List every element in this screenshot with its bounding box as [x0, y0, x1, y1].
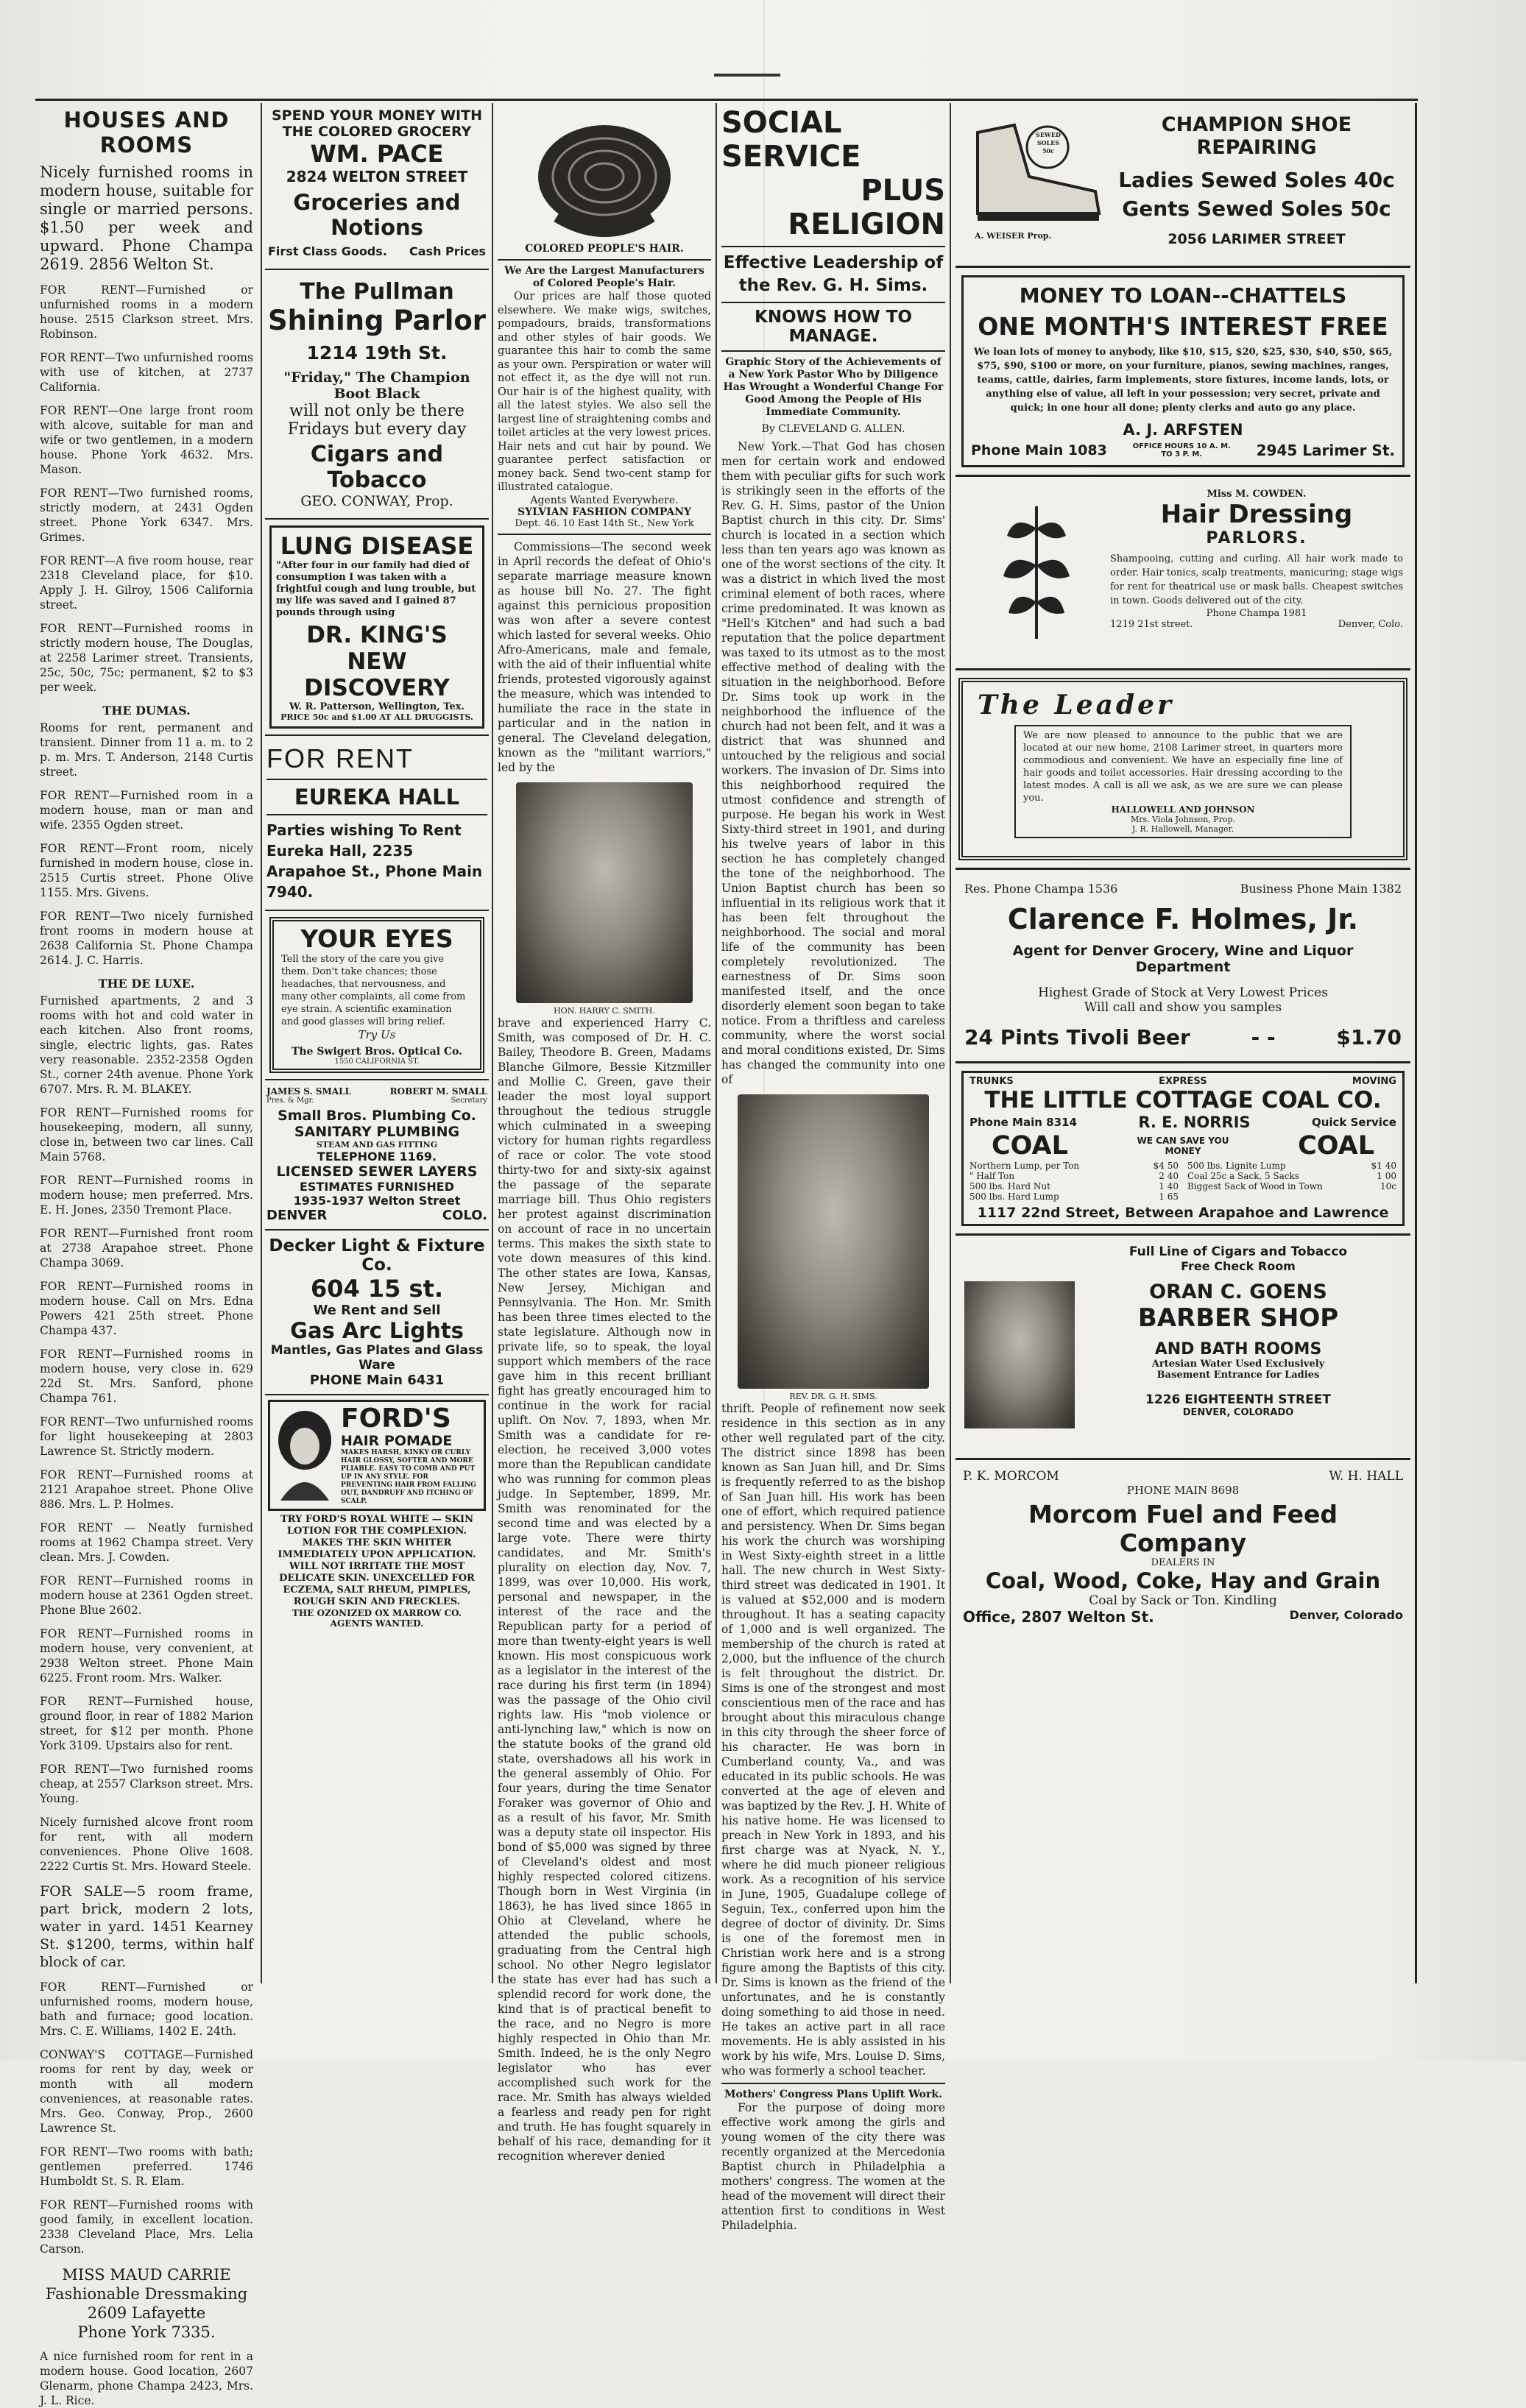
classifieds-header: HOUSES AND ROOMS: [63, 107, 230, 157]
dressmaker-name: MISS MAUD CARRIE: [62, 2266, 231, 2284]
ad-text: Artesian Water Used Exclusively: [1151, 1359, 1325, 1370]
ad-text: Our prices are half those quoted elsewhere. We make wigs, switches, pompadours, braids, transformations and other styles of hair goods. We guarantee this hair to comb the same as your own. Perspiration or water will not effect it, as the dye will not run. Our hair is of the highest quality, with all the latest styles. We also sell the largest line of straightening combs and toilet articles at the very lowest prices. Hair nets and cut hair by pound. We guarantee perfect satisfaction or money back. Send two-cent stamp for illustrated catalogue.: [498, 291, 711, 493]
article-headline: SOCIAL SERVICE: [721, 106, 861, 174]
ad-name: CHAMPION SHOE REPAIRING: [1161, 113, 1352, 159]
ad-text: Secretary: [451, 1097, 487, 1105]
lead-ad: Nicely furnished rooms in modern house, suitable for single or married persons. $1.50 per week and upward. Phone Champa 2619. 2856 Welton St.: [40, 163, 253, 273]
ad-text: Phone Main 8314: [969, 1116, 1077, 1129]
dressmaker-phone: Phone York 7335.: [77, 2323, 216, 2341]
ad-text: Phone Main 1083: [971, 442, 1107, 458]
price-row: [1187, 1181, 1396, 1191]
ad-name: FORD'S: [341, 1403, 451, 1434]
ad-row: [1110, 619, 1403, 630]
stamp-text: 50c: [1042, 147, 1054, 155]
hair-dressing-ad: [955, 481, 1410, 664]
article-byline: By CLEVELAND G. ALLEN.: [761, 423, 905, 435]
classified-item: FOR RENT—Furnished rooms in modern house. Call on Mrs. Edna Powers 421 25th street. Phone Champa 437.: [40, 1280, 253, 1337]
coal-price-list: [969, 1161, 1396, 1202]
top-rule: [35, 99, 1418, 101]
ad-line: "Friday," The Champion Boot Black: [283, 369, 470, 402]
classified-list-1: [40, 283, 253, 695]
classified-item: FOR RENT—Furnished rooms in strictly modern house, The Douglas, at 2258 Larimer street. Transients, 25c, 50c, 75c; permanent, $2 to $3 per week.: [40, 622, 253, 694]
deluxe-text: Furnished apartments, 2 and 3 rooms with hot and cold water in each kitchen. Also front rooms, single, electric lights, gas. Rates very reasonable. 2352-2358 Ogden St., corner 24th avenue. Phone York 6707. Mrs. R. M. BLAKEY.: [40, 994, 253, 1096]
dressmaker-ad: [40, 2265, 253, 2342]
ad-row: [964, 1025, 1402, 1049]
classified-item: FOR RENT — Neatly furnished rooms at 1962 Champa street. Very clean. Mrs. J. Cowden.: [40, 1521, 253, 1564]
ad-row: [266, 1208, 487, 1223]
price-row: [969, 1191, 1179, 1202]
ad-text: Agents Wanted Everywhere.: [530, 494, 679, 506]
price-row: [1187, 1161, 1396, 1171]
price-row: [969, 1161, 1179, 1171]
ad-text: HALLOWELL AND JOHNSON: [1111, 804, 1255, 815]
social-service-column: [721, 103, 945, 2232]
barber-shop-ad: [955, 1240, 1410, 1453]
ad-line: The Pullman: [300, 279, 454, 305]
price-item: Biggest Sack of Wood in Town: [1187, 1181, 1323, 1191]
classified-item: FOR RENT—Two unfurnished rooms with use of kitchen, at 2737 California.: [40, 351, 253, 394]
ad-name: ORAN C. GOENS: [1149, 1281, 1327, 1303]
classified-item: FOR RENT—Two rooms with bath; gentlemen preferred. 1746 Humboldt St. S. R. Elam.: [40, 2145, 253, 2188]
ad-line: TELEPHONE 1169.: [317, 1150, 437, 1164]
classified-item: FOR RENT—Two nicely furnished front rooms in modern house at 2638 California St. Phone Champa 2614. J. C. Harris.: [40, 910, 253, 967]
dumas-title: THE DUMAS.: [102, 704, 191, 718]
column-rule: [716, 103, 717, 1983]
ad-name: Small Bros. Plumbing Co.: [278, 1108, 476, 1124]
ad-line: DR. KING'S: [306, 622, 448, 648]
ad-text: WE CAN SAVE YOU MONEY: [1137, 1136, 1229, 1156]
price-item: 500 lbs. Hard Nut: [969, 1181, 1050, 1191]
ad-row: [969, 1076, 1396, 1087]
ad-line: PARLORS.: [1206, 529, 1307, 548]
ad-text: 1550 CALIFORNIA ST.: [334, 1058, 420, 1066]
ad-text: ROBERT M. SMALL: [389, 1086, 487, 1097]
ad-text: - -: [1251, 1025, 1276, 1049]
ad-address: 2824 WELTON STREET: [286, 168, 468, 185]
display-ads-column: [955, 103, 1410, 1983]
ad-text: We loan lots of money to anybody, like $10, $15, $20, $25, $30, $40, $50, $65, $75, $90, $100 or more, on your furniture, pianos, sewing machines, ranges, teams, cattle, dairies, farm implements, store fixtures, income lands, lots, or anything else of value, all left in your possession; very secret, private and quick; in one hour all done; plenty clerks and auto go any place.: [973, 347, 1393, 414]
ad-text: AGENTS WANTED.: [330, 1618, 424, 1629]
price-column: [1187, 1161, 1396, 1202]
ad-address: 1935-1937 Welton Street: [293, 1194, 461, 1208]
ad-text: COAL: [1298, 1131, 1374, 1161]
ad-text: TRUNKS: [969, 1076, 1014, 1087]
ad-text: $1.70: [1336, 1025, 1402, 1049]
ad-text: PHONE MAIN 8698: [1126, 1484, 1240, 1497]
price-item: " Half Ton: [969, 1171, 1015, 1181]
sewed-soles-stamp: [1034, 131, 1063, 155]
classified-item: FOR RENT—Front room, nicely furnished in modern house, close in. 2515 Curtis street. Phone Olive 1155. Mrs. Givens.: [40, 842, 253, 899]
pullman-ad: [265, 275, 489, 514]
ad-text: DENVER, COLORADO: [1182, 1407, 1294, 1418]
ad-text: Try Us: [358, 1028, 396, 1041]
ad-text: COLO.: [442, 1208, 487, 1223]
price-row: [1187, 1171, 1396, 1181]
ad-row: [266, 1086, 487, 1097]
price-row: [969, 1171, 1179, 1181]
ad-headline: We Are the Largest Manufacturers of Colored People's Hair.: [504, 265, 704, 289]
ad-address: 2056 LARIMER STREET: [1168, 231, 1346, 247]
small-bros-plumbing-ad: [265, 1085, 489, 1225]
ad-text: Res. Phone Champa 1536: [964, 882, 1118, 896]
illustration-caption: COLORED PEOPLE'S HAIR.: [525, 243, 684, 255]
price-value: $4 50: [1153, 1161, 1179, 1171]
for-sale-ad: FOR SALE—5 room frame, part brick, modern 2 lots, water in yard. 1451 Kearney St. $1200, terms, within half block of car.: [40, 1883, 253, 1970]
ad-name: WM. PACE: [310, 140, 444, 168]
ad-line: Highest Grade of Stock at Very Lowest Prices: [1038, 985, 1328, 1000]
column-rule: [492, 103, 493, 1983]
ad-line: Ladies Sewed Soles 40c: [1118, 168, 1395, 192]
price-value: 1 65: [1159, 1191, 1179, 1202]
ad-text: Miss M. COWDEN.: [1207, 489, 1307, 500]
ad-line: HAIR POMADE: [341, 1433, 453, 1449]
shoe-icon: [963, 110, 1110, 257]
stamp-text: SOLES: [1036, 139, 1060, 146]
classified-item: FOR RENT—Furnished or unfurnished rooms, modern house, bath and furnace; good location. Mrs. C. E. Williams, 1402 E. 24th.: [40, 1980, 253, 2038]
barber-portrait: [964, 1281, 1075, 1428]
ad-text: COAL: [992, 1131, 1068, 1161]
ad-name: EUREKA HALL: [294, 785, 460, 810]
ad-name: THE LITTLE COTTAGE COAL CO.: [984, 1087, 1382, 1113]
ad-text: 1219 21st street.: [1110, 619, 1193, 630]
ad-address: 2945 Larimer St.: [1256, 442, 1395, 459]
ad-row: [266, 1097, 487, 1105]
ad-text: Business Phone Main 1382: [1240, 882, 1402, 896]
ad-line: LICENSED SEWER LAYERS: [276, 1164, 478, 1180]
ad-line: PHONE Main 6431: [309, 1373, 445, 1388]
ad-text: 24 Pints Tivoli Beer: [964, 1025, 1190, 1049]
ad-name: LUNG DISEASE: [280, 532, 474, 560]
ad-line: Coal, Wood, Coke, Hay and Grain: [985, 1568, 1381, 1593]
article-text: Commissions—The second week in April records the defeat of Ohio's separate marriage measure known as house bill No. 27. The fight against this pernicious proposition was won after a severe contest which lasted for several weeks. Ohio Afro-Americans, male and female, with the aid of their influential white friends, protested vigorously against the measure, which was intended to humiliate the race in the state in particular and in the nation in general. The Cleveland delegation, known as the "militant warriors," led by the: [498, 539, 711, 774]
ad-text: EXPRESS: [1159, 1076, 1207, 1087]
hair-bun-illustration-icon: [498, 103, 711, 243]
classified-item: FOR RENT—Furnished front room at 2738 Arapahoe street. Phone Champa 3069.: [40, 1227, 253, 1269]
ad-text: Dept. 46. 10 East 14th St., New York: [515, 517, 694, 529]
woman-portrait-icon: [273, 1405, 336, 1506]
leader-ad: [958, 678, 1407, 860]
ad-text: Parties wishing To Rent Eureka Hall, 2235 Arapahoe St., Phone Main 7940.: [266, 821, 483, 901]
classified-item: FOR RENT—Furnished rooms in modern house, very close in. 629 22d St. Mrs. Sanford, phone Champa 761.: [40, 1348, 253, 1405]
ad-text: W. R. Patterson, Wellington, Tex.: [289, 701, 465, 712]
price-item: Coal 25c a Sack, 5 Sacks: [1187, 1171, 1299, 1181]
ad-line: THE COLORED GROCERY: [282, 124, 472, 140]
shoe-repair-ad: [955, 103, 1410, 261]
ad-text: PRICE 50c and $1.00 AT ALL DRUGGISTS.: [280, 712, 473, 722]
money-loan-ad: [961, 275, 1405, 467]
classified-item: FOR RENT—Furnished house, ground floor, in rear of 1882 Marion street, for $12 per month. Phone York 3109. Upstairs also for rent.: [40, 1695, 253, 1752]
ad-line: We Rent and Sell: [313, 1303, 441, 1318]
ad-line: BARBER SHOP: [1137, 1303, 1339, 1333]
classified-item: FOR RENT—Two furnished rooms, strictly modern, at 2431 Ogden street. Phone York 6347. Mrs. Grimes.: [40, 486, 253, 544]
classified-item: FOR RENT—Furnished rooms in modern house, very convenient, at 2938 Welton street. Phone Main 6225. Front room. Mrs. Walker.: [40, 1627, 253, 1685]
ad-row: [268, 244, 486, 258]
dressmaker-address: 2609 Lafayette: [87, 2304, 206, 2322]
article-headline: PLUS RELIGION: [788, 174, 945, 241]
eureka-hall-ad: [265, 740, 489, 905]
price-item: Northern Lump, per Ton: [969, 1161, 1080, 1171]
ad-line: Coal by Sack or Ton. Kindling: [1089, 1593, 1277, 1608]
ad-text: OFFICE HOURS 10 A. M. TO 3 P. M.: [1132, 442, 1231, 458]
ad-text: Pres. & Mgr.: [266, 1097, 314, 1105]
ad-line: will not only be there: [289, 402, 464, 420]
ad-line: Will call and show you samples: [1084, 1000, 1282, 1015]
ad-text: A. WEISER Prop.: [975, 231, 1052, 241]
article-deck: Graphic Story of the Achievements of a New York Pastor Who by Diligence Has Wrought a Wonderful Change For Good Among the People of His Immediate Community.: [723, 356, 944, 418]
ad-line: NEW: [347, 648, 407, 675]
ad-address: 1214 19th St.: [306, 342, 448, 364]
right-border-rule: [1415, 103, 1417, 1983]
decker-light-ad: [265, 1235, 489, 1389]
ad-text: Shampooing, cutting and curling. All hair work made to order. Hair tonics, scalp treatments, manicuring; stage wigs for rent for theatrical use or mask balls. Cheapest switches in town. Goods delivered out of the city.: [1110, 553, 1403, 606]
harry-smith-portrait: [516, 782, 693, 1003]
ad-row: [971, 442, 1395, 459]
photo-caption: HON. HARRY C. SMITH.: [554, 1005, 655, 1016]
dressmaker-service: Fashionable Dressmaking: [45, 2285, 248, 2303]
ad-text: J. R. Hallowell, Manager.: [1131, 824, 1234, 834]
ad-name: YOUR EYES: [300, 924, 453, 953]
pace-grocery-ad: [265, 103, 489, 264]
rev-sims-portrait: [738, 1094, 929, 1389]
classified-item: FOR RENT—Furnished rooms with good family, in excellent location. 2338 Cleveland Place, Mrs. Lelia Carson.: [40, 2198, 253, 2256]
ad-text: R. E. NORRIS: [1138, 1113, 1251, 1131]
ad-name: Hair Dressing: [1160, 500, 1353, 529]
ad-line: Notions: [331, 215, 423, 240]
ad-line: Full Line of Cigars and Tobacco: [1128, 1244, 1348, 1259]
holmes-ad: [955, 874, 1410, 1057]
ad-text: First Class Goods.: [268, 244, 387, 258]
ad-line: Fridays but every day: [287, 420, 467, 439]
ads-column: [265, 103, 489, 1983]
ad-row: [963, 1469, 1403, 1484]
ad-name: MONEY TO LOAN--CHATTELS: [1019, 283, 1347, 308]
ad-text: TRY FORD'S ROYAL WHITE — SKIN LOTION FOR THE COMPLEXION. MAKES THE SKIN WHITER IMMEDIATELY UPON APPLICATION. WILL NOT IRRITATE THE MOST DELICATE SKIN. UNEXCELLED FOR ECZEMA, SALT RHEUM, PIMPLES, ROUGH SKIN AND FRECKLES.: [278, 1514, 476, 1607]
article-subheadline: Effective Leadership of the Rev. G. H. Sims.: [723, 253, 944, 295]
ivy-ornament-icon: [963, 489, 1110, 656]
classified-item: FOR RENT—Furnished rooms for housekeeping, modern, all sunny, close in, between two car lines. Call Main 5768.: [40, 1106, 253, 1164]
classified-item: A nice furnished room for rent in a modern house. Good location, 2607 Glenarm, phone Champa 2423, Mrs. J. L. Rice.: [40, 2350, 253, 2407]
article-text: New York.—That God has chosen men for certain work and endowed them with peculiar gifts for such work is strikingly seen in the efforts of the Rev. G. H. Sims, pastor of the Union Baptist church in this city. Dr. Sims' church is located in a section which less than ten years ago was known as one of the worst sections of the city. It was a district in which lived the most criminal element of both races, where crime predominated. It was known as "Hell's Kitchen" and had such a bad reputation that the police department was taxed to its utmost as to the most effective method of dealing with the situation in the neighborhood. Before Dr. Sims took up work in the neighborhood the influence of the church had not been felt, and it was a district that was shunned and untouched by the religious and social workers. The invasion of Dr. Sims into this neighborhood required the utmost confidence and strength of purpose. He began his work in West Sixty-third street in 1901, and during his twelve years of labor in this section he has completely changed the tone of the neighborhood. The Union Baptist church has been so influential in its religious work that it has been felt throughout the neighborhood. The social and moral life of the community has been completely revolutionized. The earnestness of Dr. Sims soon manifested itself, and the once disorderly element soon began to take notice. From a thriftless and careless community, where the worst social and moral conditions existed, Dr. Sims has changed the community into one of: [721, 440, 945, 1086]
ad-address: 1226 EIGHTEENTH STREET: [1145, 1392, 1331, 1407]
ad-address: 1117 22nd Street, Between Arapahoe and Lawrence: [977, 1205, 1389, 1221]
dumas-text: Rooms for rent, permanent and transient. Dinner from 11 a. m. to 2 p. m. Mrs. T. Anderson, 2148 Curtis street.: [40, 721, 253, 779]
classified-item: FOR RENT—Furnished or unfurnished rooms in a modern house. 2515 Clarkson street. Mrs. Robinson.: [40, 283, 253, 341]
ad-address: 604 15 st.: [310, 1275, 444, 1303]
ad-line: ESTIMATES FURNISHED: [299, 1180, 455, 1194]
ad-line: Gas Arc Lights: [290, 1318, 464, 1343]
classified-item: FOR RENT—Two furnished rooms cheap, at 2557 Clarkson street. Mrs. Young.: [40, 1763, 253, 1805]
classified-item: FOR RENT—Furnished rooms in modern house; men preferred. Mrs. E. H. Jones, 2350 Tremont Place.: [40, 1174, 253, 1217]
classified-item: Nicely furnished alcove front room for rent, with all modern conveniences. Phone Olive 1608. 2222 Curtis St. Mrs. Howard Steele.: [40, 1816, 253, 1873]
ad-text: Quick Service: [1311, 1116, 1396, 1129]
ad-line: ONE MONTH'S INTEREST FREE: [978, 312, 1388, 341]
price-column: [969, 1161, 1179, 1202]
classifieds-column: [40, 103, 253, 2407]
ad-text: DENVER: [266, 1208, 328, 1223]
ad-text: MOVING: [1352, 1076, 1396, 1087]
ad-line: Cigars and Tobacco: [310, 442, 444, 493]
ad-text: Cash Prices: [409, 244, 486, 258]
ad-text: Denver, Colorado: [1289, 1608, 1403, 1622]
hair-and-news-column: [498, 103, 711, 2163]
ad-name: Decker Light & Fixture Co.: [269, 1236, 485, 1275]
ad-line: SPEND YOUR MONEY WITH: [272, 107, 482, 124]
ad-row: [963, 1608, 1403, 1626]
price-row: [969, 1181, 1179, 1191]
ad-line: Agent for Denver Grocery, Wine and Liquor Department: [1012, 943, 1354, 975]
ad-text: "After four in our family had died of consumption I was taken with a frightful cough and lung trouble, but my life was saved and I gained 87 pounds through using: [276, 560, 476, 618]
article-headline: Mothers' Congress Plans Uplift Work.: [724, 2089, 942, 2100]
article-text: thrift. People of refinement now seek residence in this section as in any other well regulated part of the city. The district since 1898 has been known as San Juan hill, and Dr. Sims is frequently referred to as the bishop of San Juan hill. His work has been one of effort, which required patience and persistency. When Dr. Sims began his work the church was worshiping in West Sixty-eighth street in a little hall. The new church in West Sixty-third street was dedicated in 1901. It is valued at $52,000 and is modern throughout. It has a seating capacity of 1,000 and is well organized. The membership of the church is rated at 2,000, but the influence of the church is felt throughout the district. Dr. Sims is one of the strongest and most conscientious men of the race and has brought about this miraculous change in this city through the sheer force of his character. He was born in Cumberland county, Va., and was educated in its public schools. He was converted at the age of eleven and was baptized by the Rev. J. H. White of his native home. He was licensed to preach in New York in 1893, and his first charge was at Nyack, N. Y., where he did much pioneer religious work. As a recognition of his service in June, 1905, Guadalupe college of Seguin, Tex., conferred upon him the degree of doctor of divinity. Dr. Sims is one of the foremost men in Christian work here and is a strong figure among the Baptists of this city. Dr. Sims is known as the friend of the unfortunates, and he is constantly doing something to aid those in need. He takes an active part in all race movements. He is ably assisted in his work by his wife, Mrs. Louise D. Sims, who was formerly a school teacher.: [721, 1402, 945, 2078]
article-text: brave and experienced Harry C. Smith, was composed of Dr. H. C. Bailey, Theodore B. Green, Madams Blanche Gilmore, Bessie Kitzmiller and Mollie C. Green, gave their leader the most loyal support throughout the tedious struggle which culminated in a sweeping victory for human rights regardless of race or color. The vote stood thirty-two for and sixty-six against the passage of the separate marriage bill. Thus Ohio registers her protest against discrimination on account of race in no uncertain terms. This makes the sixth state to vote down measures of this kind. The other states are Iowa, Kansas, New Jersey, Michigan and Pennsylvania. The Hon. Mr. Smith has been three times elected to the state legislature. Although now in private life, so to speak, the loyal support which members of the race gave him in this recent brilliant fight has greatly encouraged him to continue in the work for racial uplift. On Nov. 7, 1893, when Mr. Smith was a candidate for re-election, he received 3,000 votes more than the Republican candidate who was running for common pleas judge. In September, 1899, Mr. Smith was renominated for the second time and was elected by a large vote. There were thirty candidates, and Mr. Smith's plurality on election day, Nov. 7, 1899, was over 10,000. His work, personal and newspaper, in the interest of the race and the Republican party for a period of more than twenty-eight years is well known. His most conspicuous work as a legislator in the interest of the race during his first term (in 1894) was the passage of the Ohio civil rights law. His "mob violence or anti-lynching law," which is now on the statute books of the grand old state, overshadows all his work in the general assembly of Ohio. For four years, during the time Senator Foraker was governor of Ohio and as a result of his favor, Mr. Smith was a deputy state oil inspector. His bond of $5,000 was signed by three of Cleveland's oldest and most highly respected colored citizens. Though born in West Virginia (in 1863), he has lived since 1865 in Ohio at Cleveland, where he attended the public schools, graduating from the Central high school. No other Negro legislator the state has ever had has such a splendid record for work done, the kind that is of practical benefit to the race, and no Negro is more highly respected in Ohio than Mr. Smith. Indeed, he is the only Negro legislator who has ever accomplished such work for the race. Mr. Smith has always wielded a fearless and ready pen for right and truth. He has fought squarely in behalf of his race, demanding for it recognition wherever denied: [498, 1016, 711, 2163]
price-item: 500 lbs. Hard Lump: [969, 1191, 1059, 1202]
stamp-text: SEWED: [1036, 131, 1061, 138]
ad-line: STEAM AND GAS FITTING: [316, 1140, 438, 1150]
ad-name: Morcom Fuel and Feed Company: [1028, 1500, 1338, 1557]
classified-item: CONWAY'S COTTAGE—Furnished rooms for rent by day, week or month with all modern conveniences, at reasonable rates. Mrs. Geo. Conway, Prop., 2600 Lawrence St.: [40, 2048, 253, 2135]
ad-text: MAKES HARSH, KINKY OR CURLY HAIR GLOSSY, SOFTER AND MORE PLIABLE. EASY TO COMB AND PUT UP IN ANY STYLE. FOR PREVENTING HAIR FROM FALLING OUT, DANDRUFF AND ITCHING OF SCALP.: [341, 1449, 476, 1505]
ad-text: JAMES S. SMALL: [266, 1086, 351, 1097]
ad-text: We are now pleased to announce to the public that we are located at our new home, 2108 Larimer street, in quarters more commodious and convenient. We have an especially fine line of hair goods and toilet accessories. Hair dressing according to the latest modes. A call is all we ask, as we are sure we can please you.: [1023, 730, 1343, 804]
lung-disease-ad: [269, 525, 484, 729]
ad-text: Mrs. Viola Johnson, Prop.: [1131, 815, 1235, 824]
coal-company-ad: [961, 1071, 1405, 1226]
ad-text: SYLVIAN FASHION COMPANY: [518, 506, 691, 518]
ad-line: FOR RENT: [266, 743, 414, 773]
price-value: 1 00: [1377, 1171, 1396, 1181]
classified-item: FOR RENT—One large front room with alcove, suitable for man and wife or two gentlemen, in a modern house. Phone York 4632. Mrs. Mason.: [40, 404, 253, 476]
deluxe-title: THE DE LUXE.: [98, 977, 195, 991]
classified-item: FOR RENT—Two unfurnished rooms for light housekeeping at 2803 Lawrence St. Strictly modern.: [40, 1415, 253, 1458]
ad-text: W. H. HALL: [1329, 1469, 1403, 1484]
price-value: $1 40: [1371, 1161, 1396, 1171]
price-value: 10c: [1380, 1181, 1396, 1191]
column-rule: [950, 103, 951, 1983]
ad-text: A. J. ARFSTEN: [1123, 421, 1243, 439]
ad-address: Office, 2807 Welton St.: [963, 1608, 1154, 1626]
ad-row: [969, 1131, 1396, 1161]
ad-text: Basement Entrance for Ladies: [1156, 1370, 1320, 1381]
morcom-fuel-ad: [955, 1465, 1410, 1630]
leader-inset: [1014, 725, 1352, 838]
ad-text: THE OZONIZED OX MARROW CO.: [292, 1608, 462, 1618]
ad-line: DISCOVERY: [304, 675, 450, 701]
article-subheadline: KNOWS HOW TO MANAGE.: [755, 308, 912, 346]
classified-item: FOR RENT—A five room house, rear 2318 Cleveland place, for $10. Apply J. H. Gilroy, 1506 California street.: [40, 554, 253, 612]
classified-item: FOR RENT—Furnished room in a modern house, man or man and wife. 2355 Ogden street.: [40, 789, 253, 832]
ad-line: GEO. CONWAY, Prop.: [300, 493, 453, 509]
ad-row: [969, 1113, 1396, 1131]
ad-line: Mantles, Gas Plates and Glass Ware: [270, 1343, 484, 1373]
price-value: 2 40: [1159, 1171, 1179, 1181]
fords-pomade-ad: [268, 1400, 486, 1511]
price-value: 1 40: [1159, 1181, 1179, 1191]
ad-line: Gents Sewed Soles 50c: [1122, 196, 1391, 221]
photo-caption: REV. DR. G. H. SIMS.: [789, 1392, 877, 1401]
ad-line: SANITARY PLUMBING: [294, 1124, 460, 1140]
ad-text: Denver, Colo.: [1338, 619, 1403, 630]
classified-item: FOR RENT—Furnished rooms in modern house at 2361 Ogden street. Phone Blue 2602.: [40, 1574, 253, 1617]
ad-text: Phone Champa 1981: [1206, 608, 1307, 619]
ad-name: The Leader: [978, 690, 1174, 720]
ad-name: Shining Parlor: [267, 305, 487, 336]
ad-line: AND BATH ROOMS: [1154, 1340, 1322, 1359]
price-item: 500 lbs. Lignite Lump: [1187, 1161, 1286, 1171]
ad-row: [964, 882, 1402, 896]
article-text: For the purpose of doing more effective work among the girls and young women of the city there was recently organized at the Mercedonia Baptist church in Philadelphia a mothers' congress. The women at the head of the movement will direct their attention first to conditions in West Philadelphia.: [721, 2101, 945, 2232]
column-rule: [261, 103, 262, 1983]
ad-text: P. K. MORCOM: [963, 1469, 1059, 1484]
ad-text: DEALERS IN: [1151, 1557, 1215, 1568]
ad-name: Clarence F. Holmes, Jr.: [1007, 903, 1359, 935]
classified-item: FOR RENT—Furnished rooms at 2121 Arapahoe street. Phone Olive 886. Mrs. L. P. Holmes.: [40, 1468, 253, 1511]
ad-line: Groceries and: [293, 190, 461, 215]
ad-line: Free Check Room: [1181, 1259, 1296, 1273]
your-eyes-ad: [269, 917, 484, 1073]
printer-mark: [714, 74, 780, 77]
ad-text: Tell the story of the care you give them. Don't take chances; those headaches, that nervousness, and many other complaints, all come from eye strain. A scientific examination and good glasses will bring relief.: [281, 954, 466, 1027]
ad-text: The Swigert Bros. Optical Co.: [291, 1046, 463, 1058]
